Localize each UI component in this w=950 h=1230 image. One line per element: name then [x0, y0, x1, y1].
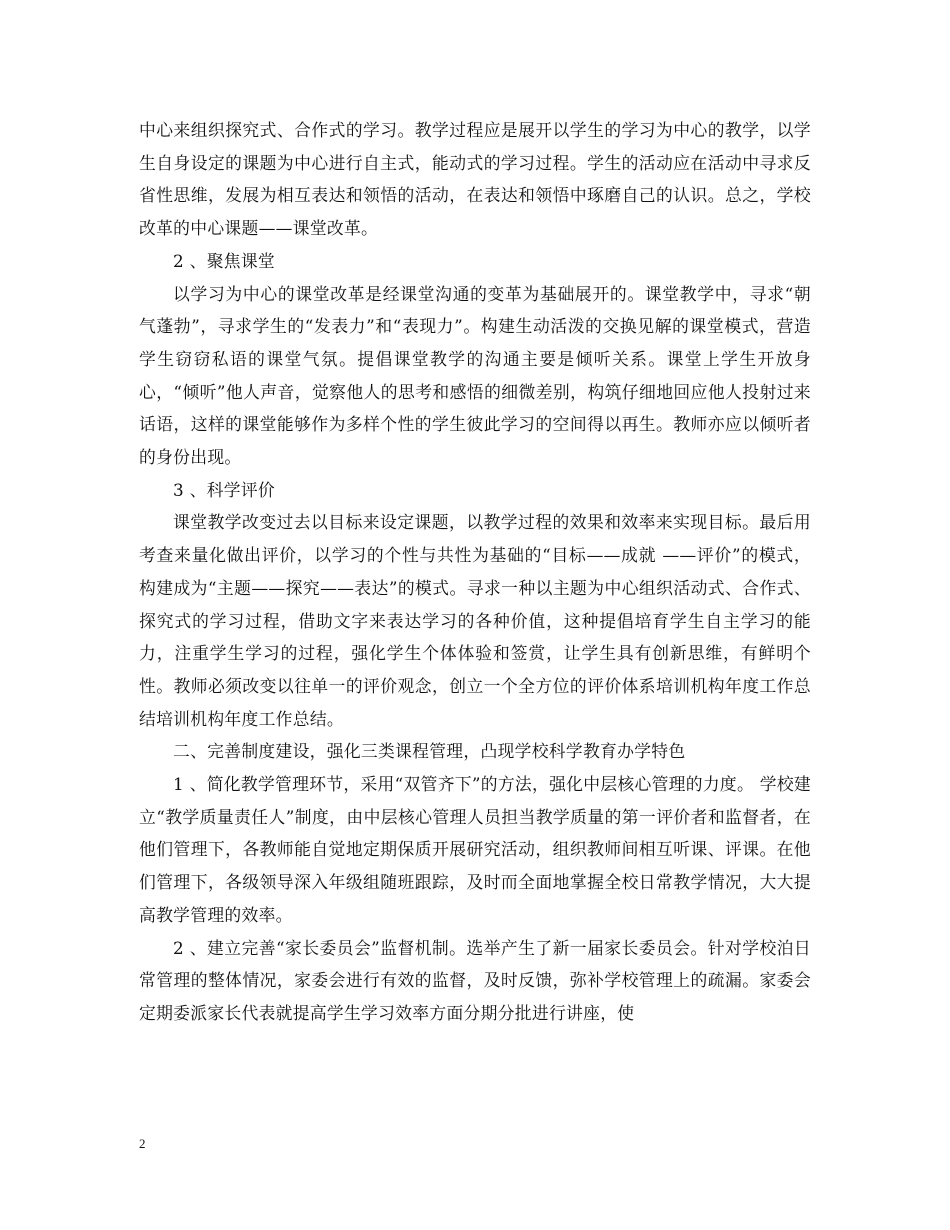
- heading-section-two: 二、完善制度建设，强化三类课程管理，凸现学校科学教育办学特色: [173, 741, 686, 762]
- page-number: 2: [139, 1136, 146, 1151]
- paragraph-evaluation: 课堂教学改变过去以目标来设定课题，以教学过程的效果和效率来实现目标。最后用考查来量化做出评价，以学习的个性与共性为基础的“目标——成就 ——评价”的模式，构建成为“主题——探究——表达”的模式。寻求一种以主题为中心组织活动式、合作式、探究式的学习过程，借助文字来表达学习的各种价值，这种提倡培育学生自主学习的能力，注重学生学习的过程，强化学生个体体验和签赏，让学生具有创新思维，有鲜明个性。教师必须改变以往单一的评价观念，创立一个全方位的评价体系培训机构年度工作总结培训机构年度工作总结。: [139, 512, 811, 729]
- document-body: [139, 114, 811, 1030]
- paragraph-inquiry-learning: 中心来组织探究式、合作式的学习。教学过程应是展开以学生的学习为中心的教学，以学生自身设定的课题为中心进行自主式，能动式的学习过程。学生的活动应在活动中寻求反省性思维，发展为相互表达和领悟的活动，在表达和领悟中琢磨自己的认识。总之，学校改革的中心课题——课堂改革。: [139, 120, 811, 239]
- paragraph-management: 1 、简化教学管理环节，采用“双管齐下”的方法，强化中层核心管理的力度。 学校建立“教学质量责任人”制度，由中层核心管理人员担当教学质量的第一评价者和监督者，在他们管理下，各教师能自觉地定期保质开展研究活动，组织教师间相互听课、评课。在他们管理下，各级领导深入年级组随班跟踪，及时而全面地掌握全校日常教学情况，大大提高教学管理的效率。: [139, 774, 811, 925]
- paragraph-classroom-reform: 以学习为中心的课堂改革是经课堂沟通的变革为基础展开的。课堂教学中，寻求“朝气蓬勃”，寻求学生的“发表力”和“表现力”。构建生动活泼的交换见解的课堂模式，营造学生窃窃私语的课堂气氛。提倡课堂教学的沟通主要是倾听关系。课堂上学生开放身心，“倾听”他人声音，觉察他人的思考和感悟的细微差别，构筑仔细地回应他人投射过来话语，这样的课堂能够作为多样个性的学生彼此学习的空间得以再生。教师亦应以倾听者的身份出现。: [139, 283, 811, 468]
- paragraph-parent-committee: 2 、建立完善“家长委员会”监督机制。选举产生了新一届家长委员会。针对学校泊日常管理的整体情况，家委会进行有效的监督，及时反馈，弥补学校管理上的疏漏。家委会定期委派家长代表就提高学生学习效率方面分期分批进行讲座，使: [139, 937, 811, 1023]
- heading-scientific-evaluation: 3 、科学评价: [173, 479, 276, 500]
- heading-focus-classroom: 2 、聚焦课堂: [173, 250, 276, 271]
